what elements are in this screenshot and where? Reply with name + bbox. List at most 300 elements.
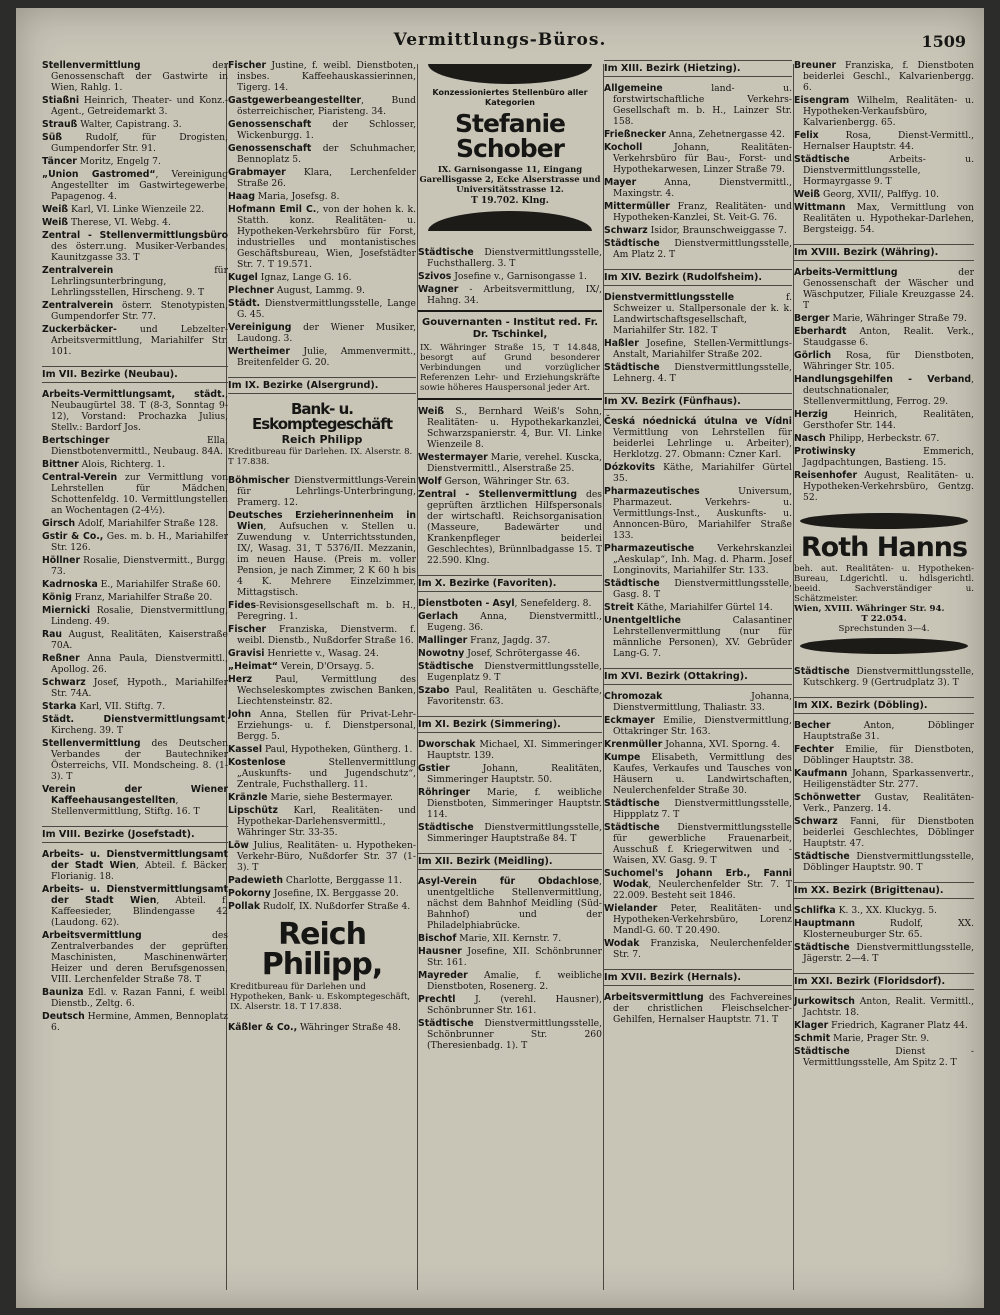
directory-entry xyxy=(42,300,228,322)
entry-name: Städtische xyxy=(418,247,474,258)
entry-list xyxy=(418,739,602,844)
entry-details: Justine, f. weibl. Dienstboten, insbes. Kaffeehauskassierinnen, Tigerg. 14. xyxy=(237,60,416,93)
entry-details: , Aufsuchen v. Stellen u. Zuwendung v. Unterrichtsstunden, IX/, Wasag. 31, T 5376/II. Mezzanin, im neuen Hause. (Preis m. voller Pension, je nach Zimmer, 2 K 60 h bis 4 K. Mehrere Einzelzimmer, Mittagstisch. xyxy=(237,521,416,598)
entry-name: Vereinigung xyxy=(228,322,292,333)
entry-name: Städtische xyxy=(794,154,850,165)
directory-entry xyxy=(604,739,792,750)
entry-name: Grabmayer xyxy=(228,167,286,178)
directory-entry xyxy=(604,225,792,236)
directory-entry xyxy=(42,714,228,736)
entry-details: Rudolf, IX. Nußdorfer Straße 4. xyxy=(260,901,411,912)
page-title: Vermittlungs-Büros. xyxy=(393,30,607,50)
entry-details: Dienstvermittlungsstelle, Lehnerg. 4. T xyxy=(613,362,792,384)
entry-details: Universum, Pharmazeut. Verkehrs- u. Vermittlungs-Inst., Auskunfts- u. Annoncen-Büro, Mariahilfer Straße 133. xyxy=(613,486,792,541)
entry-list xyxy=(42,389,228,817)
directory-entry xyxy=(228,510,416,598)
entry-details: zur Vermittlung von Lehrstellen für Mädchen, Schottenfeldg. 10. Vermittlungstellen an Wochentagen (2-4½). xyxy=(51,472,228,516)
entry-details: Dienstvermittlungsstelle, Döblinger Hauptstr. 90. T xyxy=(803,851,974,873)
directory-entry xyxy=(604,416,792,460)
entry-details: Karl, VI. Linke Wienzeile 22. xyxy=(68,204,205,215)
entry-details: Dienstvermittlungsstelle für gewerbliche Frauenarbeit, Ausschuß f. Kriegerwitwen und -Waisen, XV. Gasg. 9. T xyxy=(613,822,792,866)
ad-name: Stefanie Schober xyxy=(455,109,565,163)
directory-entry xyxy=(604,798,792,820)
entry-list xyxy=(418,598,602,707)
entry-details: Josefine, IX. Berggasse 20. xyxy=(270,888,399,899)
directory-entry xyxy=(228,792,416,803)
entry-name: Eisengram xyxy=(794,95,850,106)
entry-list xyxy=(794,267,974,503)
entry-list xyxy=(604,992,792,1025)
directory-entry xyxy=(42,653,228,675)
directory-entry xyxy=(794,1033,974,1044)
directory-entry xyxy=(604,362,792,384)
advertisement-gouvernanten xyxy=(418,310,602,400)
directory-entry xyxy=(604,691,792,713)
directory-entry xyxy=(228,600,416,622)
entry-list xyxy=(604,83,792,260)
entry-name: Täncer xyxy=(42,156,77,167)
directory-entry xyxy=(42,677,228,699)
entry-name: Wagner xyxy=(418,284,459,295)
entry-details: Peter, Realitäten- und Hypotheken-Verkehrsbüro, Lorenz Mandl-G. 60. T 20.490. xyxy=(613,903,792,936)
entry-name: Strauß xyxy=(42,119,78,130)
entry-name: Dienstboten - Asyl xyxy=(418,598,515,609)
entry-details: , Abteil. f. Bäcker, Florianig. 18. xyxy=(51,860,228,882)
entry-name: Städtische xyxy=(418,1018,474,1029)
directory-entry xyxy=(604,543,792,576)
directory-entry xyxy=(228,744,416,755)
entry-details: , Stellenvermittlung, Stiftg. 16. T xyxy=(51,795,200,817)
advertisement-reich-philipp xyxy=(228,916,416,1016)
directory-entry xyxy=(794,433,974,444)
entry-details: Rosa, für Dienstboten, Währinger Str. 105. xyxy=(803,350,974,372)
entry-details: Edl. v. Razan Fanni, f. weibl. Dienstb., Zeltg. 6. xyxy=(51,987,228,1009)
entry-details: Rosalie, Dienstvermitt., Burgg. 73. xyxy=(51,555,228,577)
directory-entry xyxy=(604,142,792,175)
entry-name: Suchomel's Johann Erb., Fanni Wodak xyxy=(604,868,792,890)
directory-entry xyxy=(604,129,792,140)
directory-entry xyxy=(604,238,792,260)
entry-name: Zentral - Stellenvermittlungsbüro xyxy=(42,230,228,241)
entry-name: Zuckerbäcker- xyxy=(42,324,117,335)
ad-body: beh. aut. Realitäten- u. Hypotheken-Bureau, Ldgerichtl. u. hdlsgerichtl. beeid. Sachverständiger u. Schätzmeister. xyxy=(794,564,974,604)
entry-details: , Bund österreichischer, Piaristeng. 34. xyxy=(237,95,416,117)
entry-details: Johanna, Dienstvermittlung, Thaliastr. 33. xyxy=(613,691,792,713)
ad-body: IX. Währinger Straße 15, T 14.848, besorgt auf Grund besonderer Verbindungen und vorzüglicher Referenzen Lehr- und Erziehungskräfte sowie höheres Hauspersonal jeder Art. xyxy=(420,343,600,393)
entry-details: Verein, D'Orsayg. 5. xyxy=(277,661,375,672)
entry-details: Rosalie, Dienstvermittlung, Lindeng. 49. xyxy=(51,605,228,627)
directory-entry xyxy=(418,598,602,609)
entry-details: Vermittlung von Lehrstellen für beiderlei Lehrlinge u. Arbeiter), Herklotzg. 27. Obmann: Czner Karl. xyxy=(613,427,792,460)
entry-details: Franz, Mariahilfer Straße 20. xyxy=(71,592,213,603)
directory-entry xyxy=(42,472,228,516)
entry-name: Allgemeine xyxy=(604,83,663,94)
entry-details: Dienst - Vermittlungsstelle, Am Spitz 2. T xyxy=(803,1046,974,1068)
entry-details: Dienstvermittlungsstelle, Fuchsthallerg. 3. T xyxy=(427,247,602,269)
directory-entry xyxy=(794,130,974,152)
entry-details: österr. Stenotypisten, Gumpendorfer Str. 77. xyxy=(51,300,228,322)
entry-details: Johann, Sparkassenvertr., Heiligenstädter Str. 277. xyxy=(803,768,974,790)
entry-details: land- u. forstwirtschaftliche Verkehrs-Gesellschaft m. b. H., Lainzer Str. 158. xyxy=(613,83,792,127)
directory-entry xyxy=(418,247,602,269)
entry-name: Genossenschaft xyxy=(228,143,312,154)
directory-entry xyxy=(42,579,228,590)
entry-name: Protiwinsky xyxy=(794,446,856,457)
directory-entry xyxy=(418,685,602,707)
directory-entry xyxy=(228,272,416,283)
column-2 xyxy=(228,60,416,1296)
directory-entry xyxy=(604,868,792,901)
directory-entry xyxy=(42,592,228,603)
directory-entry xyxy=(228,119,416,141)
entry-details: Maria, Josefsg. 8. xyxy=(254,191,340,202)
ad-ornament xyxy=(428,64,592,84)
entry-name: Hauptmann xyxy=(794,918,855,929)
entry-name: Reisenhofer xyxy=(794,470,858,481)
district-heading: Im XV. Bezirk (Fünfhaus). xyxy=(604,393,792,410)
entry-list xyxy=(228,60,416,368)
entry-name: Städt. xyxy=(228,298,261,309)
entry-list xyxy=(418,247,602,306)
entry-details: f. Schweizer u. Stallpersonale der k. k. Landwirtschaftsgesellschaft, Mariahilfer Str. 182. T xyxy=(613,292,792,336)
entry-name: Süß xyxy=(42,132,63,143)
entry-details: Marie, Währinger Straße 79. xyxy=(829,313,967,324)
entry-name: Pollak xyxy=(228,901,261,912)
entry-name: Deutsch xyxy=(42,1011,85,1022)
entry-name: Arbeitsvermittlung xyxy=(42,930,142,941)
entry-details: Heinrich, Realitäten, Gersthofer Str. 144. xyxy=(803,409,974,431)
directory-entry xyxy=(794,1046,974,1068)
entry-details: Ella, Dienstbotenvermittl., Neubaug. 84A. xyxy=(51,435,228,457)
entry-name: Arbeits-Vermittlungsamt, städt. xyxy=(42,389,226,400)
entry-name: Röhringer xyxy=(418,787,471,798)
entry-list xyxy=(794,666,974,688)
entry-name: Wertheimer xyxy=(228,346,290,357)
entry-name: Städtische xyxy=(418,822,474,833)
entry-name: Arbeits- u. Dienstvermittlungsamt der Stadt Wien xyxy=(42,849,228,871)
directory-entry xyxy=(794,942,974,964)
entry-name: Hausner xyxy=(418,946,462,957)
entry-details: Franz, Jagdg. 37. xyxy=(467,635,551,646)
directory-entry xyxy=(794,313,974,324)
directory-entry xyxy=(228,840,416,873)
entry-details: Karl, Realitäten- und Hypothekar-Darlehensvermittl., Währinger Str. 33-35. xyxy=(237,805,416,838)
entry-details: Anna, Stellen für Privat-Lehr-Erziehungs- u. f. Dienstpersonal, Bergg. 5. xyxy=(237,709,416,742)
entry-name: Schlifka xyxy=(794,905,836,916)
entry-details: Dienstvermittlungsstelle, Simmeringer Hauptstraße 84. T xyxy=(427,822,602,844)
directory-entry xyxy=(42,119,228,130)
entry-name: Unentgeltliche xyxy=(604,615,681,626)
entry-name: Schönwetter xyxy=(794,792,861,803)
directory-entry xyxy=(604,338,792,360)
entry-name: Schwarz xyxy=(794,816,838,827)
directory-entry xyxy=(42,701,228,712)
entry-name: Hofmann Emil C. xyxy=(228,204,317,215)
directory-entry xyxy=(42,884,228,928)
entry-details: Therese, VI. Webg. 4. xyxy=(68,217,171,228)
entry-details: der Wiener Musiker, Laudong. 3. xyxy=(237,322,416,344)
directory-entry xyxy=(604,615,792,659)
entry-list xyxy=(228,475,416,912)
entry-details: , Vereinigung Angestellter im Gastwirtegewerbe, Papagenog. 4. xyxy=(51,169,228,202)
entry-details: Calasantiner Lehrstellenvermittlung (nur für männliche Personen), XV. Gebrüder Lang-G. 7. xyxy=(613,615,792,659)
entry-name: Deutsches Erzieherinnenheim in Wien xyxy=(228,510,416,532)
directory-entry xyxy=(42,324,228,357)
district-heading: Im XIV. Bezirk (Rudolfsheim). xyxy=(604,269,792,286)
entry-details: Alois, Richterg. 1. xyxy=(78,459,166,470)
entry-details: Dienstvermittlungsstelle, Hippplatz 7. T xyxy=(613,798,792,820)
entry-name: Städtische xyxy=(604,798,660,809)
entry-name: Fechter xyxy=(794,744,834,755)
directory-entry xyxy=(228,648,416,659)
entry-list xyxy=(794,996,974,1068)
district-heading: Im VIII. Bezirke (Josefstadt). xyxy=(42,826,228,843)
entry-name: Weiß xyxy=(42,204,69,215)
directory-entry xyxy=(604,822,792,866)
directory-entry xyxy=(42,169,228,202)
directory-entry xyxy=(418,822,602,844)
ad-body: Kreditbureau für Darlehen. IX. Alserstr. 8. T 17.838. xyxy=(228,447,413,467)
entry-details: Georg, XVII/, Palffyg. 10. xyxy=(820,189,940,200)
directory-entry xyxy=(604,578,792,600)
entry-details: des Deutschen Verbandes der Bautechniker Österreichs, VII. Mondscheing. 8. (1-3). T xyxy=(51,738,228,782)
entry-details: Hermine, Ammen, Bennoplatz 6. xyxy=(51,1011,228,1033)
entry-details: der Genossenschaft der Gastwirte in Wien, Rahlg. 1. xyxy=(51,60,228,93)
directory-entry xyxy=(794,918,974,940)
entry-details: August, Realitäten- u. Hypotheken-Verkehrsbüro, Gentzg. 52. xyxy=(803,470,974,503)
directory-entry xyxy=(604,992,792,1025)
directory-entry xyxy=(228,143,416,165)
entry-name: Zentralverein xyxy=(42,300,114,311)
directory-entry xyxy=(228,167,416,189)
entry-name: Weiß xyxy=(42,217,69,228)
entry-name: „Heimat“ xyxy=(228,661,278,672)
entry-name: Krenmüller xyxy=(604,739,663,750)
directory-entry xyxy=(418,648,602,659)
entry-name: Girsch xyxy=(42,518,76,529)
directory-entry xyxy=(794,470,974,503)
entry-details: Käthe, Mariahilfer Gürtel 14. xyxy=(633,602,773,613)
directory-entry xyxy=(794,95,974,128)
entry-name: Schwarz xyxy=(42,677,86,688)
entry-details: , unentgeltliche Stellenvermittlung, nächst dem Bahnhof Meidling (Süd-Bahnhof) und der Philadelphiabrücke. xyxy=(427,876,602,931)
entry-details: Franz, Realitäten- und Hypotheken-Kanzlei, St. Veit-G. 76. xyxy=(613,201,792,223)
entry-name: Bertschinger xyxy=(42,435,110,446)
entry-details: Paul, Realitäten u. Geschäfte, Favoritenstr. 63. xyxy=(427,685,602,707)
district-heading: Im X. Bezirke (Favoriten). xyxy=(418,575,602,592)
entry-details: Fanni, für Dienstboten beiderlei Geschlechtes, Döblinger Hauptstr. 47. xyxy=(803,816,974,849)
entry-details: Dienstvermittlungsstelle, Gasg. 8. T xyxy=(613,578,792,600)
entry-list xyxy=(604,292,792,384)
entry-details: Ges. m. b. H., Mariahilfer Str. 126. xyxy=(51,531,228,553)
directory-entry xyxy=(794,446,974,468)
entry-list xyxy=(418,406,602,566)
entry-name: Pharmazeutische xyxy=(604,543,695,554)
entry-list xyxy=(42,60,228,357)
entry-name: Gstir & Co., xyxy=(42,531,104,542)
directory-entry xyxy=(228,204,416,270)
directory-entry xyxy=(418,489,602,566)
entry-details: Josef, Schrötergasse 46. xyxy=(464,648,581,659)
district-heading: Im XIX. Bezirk (Döbling). xyxy=(794,697,974,714)
entry-details: , von der hohen k. k. Statth. konz. Realitäten- u. Hypotheken-Verkehrsbüro für Forst, industrielles und montanistisches Geschäftsbureau, Wien, Josefstädter Str. 7. T 19.571. xyxy=(237,204,416,270)
entry-details: Josef, Hypoth., Mariahilfer Str. 74A. xyxy=(51,677,228,699)
directory-entry xyxy=(228,888,416,899)
entry-name: Fischer xyxy=(228,60,267,71)
entry-details: Philipp, Herbeckstr. 67. xyxy=(825,433,940,444)
entry-details: Julius, Realitäten- u. Hypotheken-Verkehr-Büro, Nußdorfer Str. 37 (1-3). T xyxy=(237,840,416,873)
entry-name: Städt. Dienstvermittlungsamt xyxy=(42,714,226,725)
entry-name: Stiaßni xyxy=(42,95,80,106)
directory-entry xyxy=(228,757,416,790)
entry-name: Chromozak xyxy=(604,691,663,702)
entry-details: Währinger Straße 48. xyxy=(297,1022,401,1033)
directory-entry xyxy=(794,792,974,814)
entry-details: der Schlosser, Wickenburgg. 1. xyxy=(237,119,416,141)
entry-name: Dózkovits xyxy=(604,462,656,473)
directory-entry xyxy=(42,435,228,457)
entry-details: Josefine v., Garnisongasse 1. xyxy=(451,271,587,282)
directory-entry xyxy=(418,994,602,1016)
entry-details: Klara, Lerchenfelder Straße 26. xyxy=(237,167,416,189)
district-heading: Im XX. Bezirk (Brigittenau). xyxy=(794,882,974,899)
entry-details: Dienstvermittlungsstelle, Lange G. 45. xyxy=(237,298,416,320)
entry-details: Dienstvermittlungsstelle, Jägerstr. 2—4. T xyxy=(803,942,974,964)
directory-entry xyxy=(794,1020,974,1031)
directory-entry xyxy=(794,816,974,849)
ad-phone: T 19.702. Klng. xyxy=(471,196,549,206)
directory-entry xyxy=(42,784,228,817)
entry-name: Stellenvermittlung xyxy=(42,60,141,71)
district-heading: Im XVII. Bezirk (Hernals). xyxy=(604,969,792,986)
entry-name: Höllner xyxy=(42,555,81,566)
entry-name: Fischer xyxy=(228,624,267,635)
directory-entry xyxy=(42,930,228,985)
entry-name: Verein der Wiener Kaffeehausangestellten xyxy=(42,784,228,806)
entry-name: Mayreder xyxy=(418,970,468,981)
entry-details: des österr.ung. Musiker-Verbandes, Kaunitzgasse 33. T xyxy=(51,241,228,263)
entry-details: , Kircheng. 39. T xyxy=(51,714,228,736)
ad-tagline: Konzessioniertes Stellenbüro aller Kategorien xyxy=(432,88,588,107)
entry-details: , deutschnationaler, Stellenvermittlung, Ferrog. 29. xyxy=(803,374,974,407)
entry-details: Emmerich, Jagdpachtungen, Bastieng. 15. xyxy=(803,446,974,468)
entry-details: K. 3., XX. Kluckyg. 5. xyxy=(835,905,937,916)
entry-name: John xyxy=(228,709,252,720)
district-heading: Im XVIII. Bezirk (Währing). xyxy=(794,244,974,261)
entry-name: Plechner xyxy=(228,285,274,296)
entry-details: August, Lammg. 9. xyxy=(273,285,365,296)
entry-details: Franziska, Neulerchenfelder Str. 7. xyxy=(613,938,792,960)
entry-name: Städtische xyxy=(794,851,850,862)
entry-name: Gravisi xyxy=(228,648,265,659)
entry-name: Böhmischer xyxy=(228,475,290,486)
entry-details: Dienstvermittlungsstelle, Schönbrunner Str. 260 (Theresienbadg. 1). T xyxy=(427,1018,602,1051)
entry-name: Dworschak xyxy=(418,739,476,750)
entry-list xyxy=(604,691,792,960)
entry-details: Paul, Vermittlung des Wechseleskomptes zwischen Banken, Liechtensteinstr. 82. xyxy=(237,674,416,707)
entry-name: „Union Gastromed“ xyxy=(42,169,156,180)
entry-name: Szivos xyxy=(418,271,452,282)
advertisement-roth-hanns xyxy=(794,507,974,660)
entry-name: Haßler xyxy=(604,338,639,349)
directory-entry xyxy=(418,739,602,761)
entry-details: Dienstvermittlungsstelle, Am Platz 2. T xyxy=(613,238,792,260)
directory-entry xyxy=(418,933,602,944)
entry-name: Kugel xyxy=(228,272,258,283)
entry-name: Wolf xyxy=(418,476,442,487)
entry-details: Max, Vermittlung von Realitäten u. Hypothekar-Darlehen, Bergsteigg. 54. xyxy=(803,202,974,235)
entry-details: Josefine, Stellen-Vermittlungs-Anstalt, Mariahilfer Straße 202. xyxy=(613,338,792,360)
entry-details: Anna, Dienstvermittl., Maxingstr. 4. xyxy=(613,177,792,199)
district-heading: Im XXI. Bezirk (Floridsdorf). xyxy=(794,973,974,990)
entry-name: Görlich xyxy=(794,350,832,361)
entry-name: Stellenvermittlung xyxy=(42,738,141,749)
directory-entry xyxy=(794,374,974,407)
entry-details: Gustav, Realitäten-Verk., Panzerg. 14. xyxy=(803,792,974,814)
entry-name: Gstier xyxy=(418,763,450,774)
entry-name: Breuner xyxy=(794,60,837,71)
directory-entry xyxy=(228,95,416,117)
entry-details: Emilie, für Dienstboten, Döblinger Hauptstr. 38. xyxy=(803,744,974,766)
entry-details: Marie, siehe Bestermayer. xyxy=(267,792,393,803)
entry-name: Genossenschaft xyxy=(228,119,312,130)
directory-entry xyxy=(228,875,416,886)
directory-entry xyxy=(228,475,416,508)
entry-name: Pokorny xyxy=(228,888,271,899)
entry-name: Central-Verein xyxy=(42,472,118,483)
entry-details: Arbeits- u. Dienstvermittlungsstelle, Hormayrgasse 9. T xyxy=(803,154,974,187)
entry-name: Rau xyxy=(42,629,63,640)
directory-entry xyxy=(604,462,792,484)
directory-entry xyxy=(418,476,602,487)
entry-details: Adolf, Mariahilfer Straße 128. xyxy=(75,518,219,529)
entry-name: Städtische xyxy=(794,942,850,953)
entry-name: Städtische xyxy=(794,666,850,677)
entry-name: Lipschütz xyxy=(228,805,278,816)
directory-entry xyxy=(604,752,792,796)
entry-details: Josefine, XII. Schönbrunner Str. 161. xyxy=(427,946,602,968)
entry-name: Städtische xyxy=(604,362,660,373)
entry-name: Haag xyxy=(228,191,255,202)
directory-entry xyxy=(604,903,792,936)
entry-details: Marie, f. weibliche Dienstboten, Simmeringer Hauptstr. 114. xyxy=(427,787,602,820)
entry-name: Städtische xyxy=(418,661,474,672)
directory-entry xyxy=(604,602,792,613)
column-5 xyxy=(794,60,974,1296)
directory-entry xyxy=(794,720,974,742)
ad-title: Gouvernanten - Institut red. Fr. Dr. Tschinkel, xyxy=(421,317,599,340)
entry-name: Zentralverein xyxy=(42,265,114,276)
entry-details: der Schuhmacher, Bennoplatz 5. xyxy=(237,143,416,165)
entry-name: Szabo xyxy=(418,685,450,696)
entry-details: Rudolf, für Drogisten, Gumpendorfer Str. 91. xyxy=(51,132,228,154)
ad-name: Reich Philipp, xyxy=(261,917,383,982)
entry-details: Walter, Capistrang. 3. xyxy=(77,119,182,130)
directory-entry xyxy=(418,946,602,968)
entry-name: Klager xyxy=(794,1020,829,1031)
directory-entry xyxy=(418,284,602,306)
entry-name: Prechtl xyxy=(418,994,456,1005)
directory-entry xyxy=(794,905,974,916)
entry-details: Dienstvermittlungsstelle, Eugenplatz 9. T xyxy=(427,661,602,683)
entry-name: König xyxy=(42,592,72,603)
entry-name: Reßner xyxy=(42,653,80,664)
entry-name: Schmit xyxy=(794,1033,831,1044)
directory-entry xyxy=(418,970,602,992)
entry-name: Schwarz xyxy=(604,225,648,236)
entry-list xyxy=(794,720,974,873)
directory-entry xyxy=(42,849,228,882)
